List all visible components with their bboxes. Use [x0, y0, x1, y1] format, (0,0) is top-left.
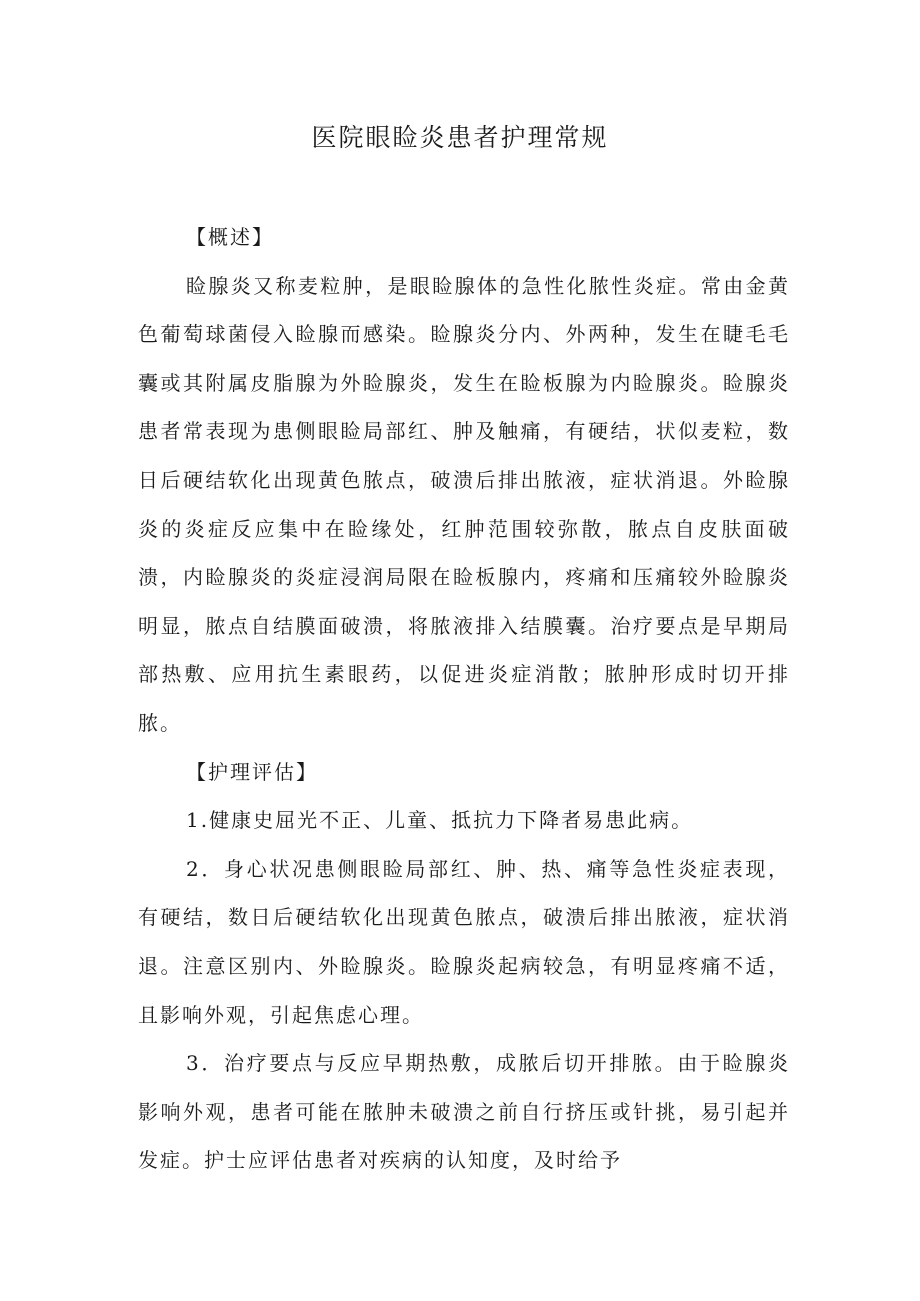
document-title: 医院眼睑炎患者护理常规 [311, 123, 609, 152]
assessment-item-1: 1.健康史屈光不正、儿童、抵抗力下降者易患此病。 [186, 808, 694, 833]
assessment-item-2: 2．身心状况患侧眼睑局部红、肿、热、痛等急性炎症表现，有硬结，数日后硬结软化出现黄色脓点，破溃后排出脓液，症状消退。注意区别内、外睑腺炎。睑腺炎起病较急，有明显疼痛不适，且影响外观，引起焦虑心理。 [138, 856, 790, 1027]
overview-heading: 【概述】 [186, 225, 274, 249]
assessment-heading: 【护理评估】 [186, 759, 318, 784]
document-body [138, 213, 790, 1185]
assessment-item-3: 3．治疗要点与反应早期热敷，成脓后切开排脓。由于睑腺炎影响外观，患者可能在脓肿未破溃之前自行挤压或针挑，易引起并发症。护士应评估患者对疾病的认知度，及时给予 [138, 1051, 790, 1173]
overview-paragraph: 睑腺炎又称麦粒肿，是眼睑腺体的急性化脓性炎症。常由金黄色葡萄球菌侵入睑腺而感染。睑腺炎分内、外两种，发生在睫毛毛囊或其附属皮脂腺为外睑腺炎，发生在睑板腺为内睑腺炎。睑腺炎患者常表现为患侧眼睑局部红、肿及触痛，有硬结，状似麦粒，数日后硬结软化出现黄色脓点，破溃后排出脓液，症状消退。外睑腺炎的炎症反应集中在睑缘处，红肿范围较弥散，脓点自皮肤面破溃，内睑腺炎的炎症浸润局限在睑板腺内，疼痛和压痛较外睑腺炎明显，脓点自结膜面破溃，将脓液排入结膜囊。治疗要点是早期局部热敷、应用抗生素眼药，以促进炎症消散；脓肿形成时切开排脓。 [138, 273, 790, 735]
